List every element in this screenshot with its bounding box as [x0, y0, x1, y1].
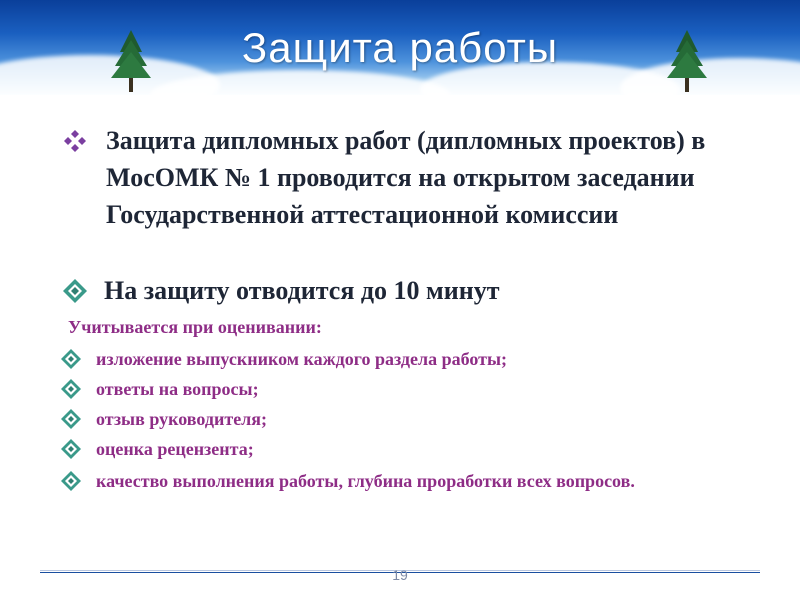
- criteria-item: [60, 346, 740, 372]
- diamond-bullet-icon: [60, 126, 90, 156]
- main-bullet-text: Защита дипломных работ (дипломных проектов) в МосОМК № 1 проводится на открытом заседании Государственной аттестационной комиссии: [106, 126, 706, 229]
- diamond-bullet-icon: [60, 470, 82, 492]
- criteria-item: [60, 468, 680, 494]
- criteria-text: ответы на вопросы;: [96, 379, 259, 399]
- criteria-item: [60, 406, 740, 432]
- criteria-subheading: Учитывается при оценивании:: [68, 317, 322, 337]
- criteria-text: оценка рецензента;: [96, 439, 254, 459]
- main-bullet-item: [60, 272, 760, 309]
- diamond-bullet-icon: [60, 438, 82, 460]
- slide-title: Защита работы: [241, 24, 559, 71]
- diamond-bullet-icon: [60, 378, 82, 400]
- subheading-row: [68, 314, 322, 340]
- page-number: 19: [392, 567, 408, 583]
- criteria-item: [60, 436, 740, 462]
- diamond-bullet-icon: [60, 348, 82, 370]
- criteria-text: качество выполнения работы, глубина проработки всех вопросов.: [96, 471, 635, 491]
- criteria-item: [60, 376, 740, 402]
- criteria-text: отзыв руководителя;: [96, 409, 268, 429]
- main-bullet-text: На защиту отводится до 10 минут: [104, 276, 500, 305]
- slide-header: [0, 0, 800, 95]
- main-bullet-item: [60, 122, 760, 233]
- criteria-text: изложение выпускником каждого раздела работы;: [96, 349, 508, 369]
- square-diamond-bullet-icon: [60, 276, 90, 306]
- diamond-bullet-icon: [60, 408, 82, 430]
